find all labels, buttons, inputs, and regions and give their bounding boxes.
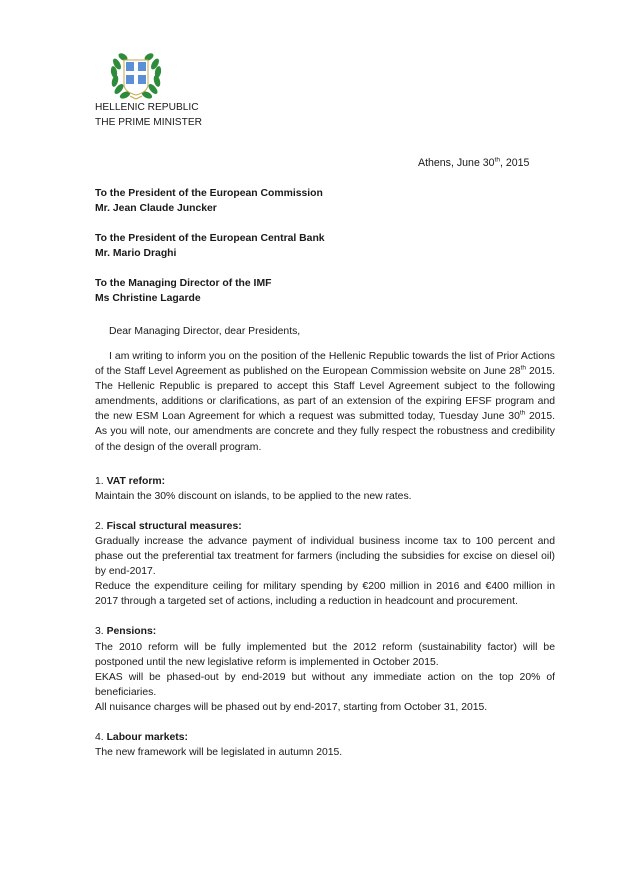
- recipient-name: Mr. Jean Claude Juncker: [95, 203, 217, 214]
- org-office: THE PRIME MINISTER: [95, 116, 202, 128]
- ordinal: th: [520, 364, 527, 372]
- section-heading: [95, 624, 555, 639]
- section-paragraph: Gradually increase the advance payment of individual business income tax to 100 percent and phase out the preferential tax treatment for farmers (including the subsidies for excise on diesel oil) by end-2017.: [95, 535, 555, 578]
- section-heading: [95, 474, 555, 489]
- recipient-title: To the President of the European Commission: [95, 188, 323, 199]
- date-ordinal: th: [494, 156, 500, 164]
- ordinal: th: [519, 409, 526, 417]
- section-heading: [95, 730, 555, 745]
- section-paragraph: All nuisance charges will be phased out by end-2017, starting from October 31, 2015.: [95, 701, 488, 713]
- section-paragraph: EKAS will be phased-out by end-2019 but without any immediate action on the top 20% of beneficiaries.: [95, 671, 555, 698]
- recipient-name: Mr. Mario Draghi: [95, 248, 177, 259]
- section-pensions: [95, 624, 555, 715]
- section-vat-reform: [95, 474, 555, 504]
- recipient: [95, 186, 325, 216]
- section-number: 2.: [95, 520, 107, 532]
- recipient-name: Ms Christine Lagarde: [95, 293, 201, 304]
- greek-coat-of-arms-icon: [108, 50, 164, 102]
- section-title: VAT reform:: [106, 475, 166, 487]
- section-number: 4.: [95, 731, 107, 743]
- recipient-title: To the President of the European Central Bank: [95, 233, 325, 244]
- org-name: HELLENIC REPUBLIC: [95, 102, 199, 113]
- date-prefix: Athens, June 30: [418, 157, 495, 169]
- section-fiscal-structural: [95, 519, 555, 610]
- section-number: 1.: [95, 475, 107, 487]
- recipients: [95, 186, 325, 321]
- intro-text: 2015. As you will note, our amendments are concrete and they fully respect the robustness and credibility of the design of the overall program.: [95, 411, 555, 453]
- section-title: Labour markets:: [106, 731, 188, 743]
- date-suffix: , 2015: [500, 157, 530, 169]
- salutation: Dear Managing Director, dear Presidents,: [109, 326, 301, 337]
- section-heading: [95, 519, 555, 534]
- section-paragraph: The new framework will be legislated in autumn 2015.: [95, 747, 343, 759]
- recipient: [95, 276, 325, 306]
- recipient: [95, 231, 325, 261]
- section-paragraph: Reduce the expenditure ceiling for military spending by €200 million in 2016 and €400 million in 2017 through a targeted set of actions, including a reduction in headcount and procurement.: [95, 581, 555, 608]
- intro-text: 2015. The Hellenic Republic is prepared to accept this Staff Level Agreement subject to the following amendments, additions or clarifications, as part of an extension of the expiring EFSF program and the new ESM Loan Agreement for which a request was submitted today, Tuesday June 30: [95, 366, 555, 423]
- intro-paragraph: [95, 349, 555, 455]
- issuer-header: [95, 101, 202, 130]
- section-title: Pensions:: [106, 626, 157, 638]
- letter-date: [418, 157, 529, 169]
- section-labour-markets: [95, 730, 555, 760]
- section-title: Fiscal structural measures:: [106, 520, 242, 532]
- section-paragraph: Maintain the 30% discount on islands, to be applied to the new rates.: [95, 490, 412, 502]
- section-paragraph: The 2010 reform will be fully implemented but the 2012 reform (sustainability factor) will be postponed until the new legislative reform is implemented in October 2015.: [95, 641, 555, 668]
- recipient-title: To the Managing Director of the IMF: [95, 278, 272, 289]
- section-number: 3.: [95, 626, 107, 638]
- letter-body: [95, 349, 555, 760]
- intro-text: I am writing to inform you on the position of the Hellenic Republic towards the list of Prior Actions of the Staff Level Agreement as published on the European Commission website on June 28: [95, 351, 555, 378]
